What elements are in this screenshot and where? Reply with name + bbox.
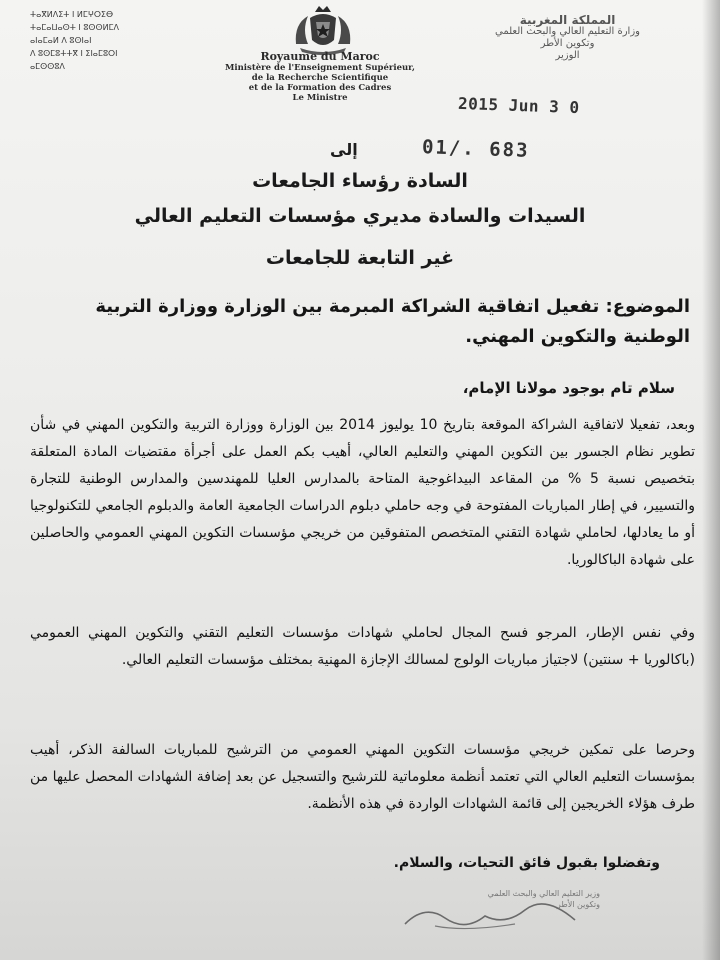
recipient-line: السادة رؤساء الجامعات: [252, 170, 468, 192]
ministry-line-fr: Le Ministre: [292, 93, 348, 103]
kingdom-name-ar: المملكة المغربية: [519, 13, 616, 27]
reference-number: 01/. 683: [421, 136, 530, 162]
tifinagh-line: ⴰⵏⴰⵎⴰⵍ ⴷ ⵓⵙⵏⴰⵏ: [30, 36, 92, 45]
ministry-line-fr: de la Recherche Scientifique: [251, 73, 389, 83]
closing-salutation: وتفضلوا بقبول فائق التحيات، والسلام.: [393, 855, 660, 871]
recipient-prefix: إلى: [330, 140, 358, 159]
tifinagh-line: ⴰⵎⵙⵙⵓⴷ: [30, 62, 65, 71]
french-letterhead: [205, 50, 435, 103]
subject-label: الموضوع:: [605, 296, 690, 317]
arabic-letterhead: [450, 14, 685, 62]
tifinagh-line: ⴷ ⵓⵙⵎⵓⵜⵜⴳ ⵏ ⵉⵏⴰⵎⵓⵔⵏ: [30, 49, 118, 58]
body-paragraph: وفي نفس الإطار، المرجو فسح المجال لحاملي شهادات مؤسسات التعليم التقني والتكوين المهني العمومي (باكالوريا + سنتين) لاجتياز مباريات الولوج لمسالك الإجازة المهنية بمختلف مؤسسات التعليم العالي.: [30, 625, 695, 668]
royal-emblem-icon: [288, 4, 358, 56]
ministry-line-ar: وتكوين الأطر: [540, 38, 595, 49]
date-stamp: 2015 Jun 3 0: [457, 93, 580, 118]
ministry-line-fr: Ministère de l'Enseignement Supérieur,: [224, 63, 416, 73]
signature-scribble-icon: [395, 896, 595, 936]
recipient-line: غير التابعة للجامعات: [265, 247, 455, 269]
ministry-line-ar: الوزير: [555, 50, 580, 61]
signature-title-line: وتكوين الأطر: [556, 900, 600, 909]
body-paragraph: وبعد، تفعيلا لاتفاقية الشراكة الموقعة بتاريخ 10 يوليوز 2014 بين الوزارة ووزارة التربية والتكوين المهني في شأن تطوير نظام الجسور بين التكوين المهني والتعليم العالي، أهيب بكم العمل على أجرأة مقتضيات المادة المتعلقة بتخصيص نسبة 5 % من المقاعد البيداغوجية المتاحة بالمدارس العليا للمهندسين والمدارس الوطنية للتجارة والتسيير، في إطار المباريات المفتوحة في وجه حاملي دبلوم الدراسات الجامعية العامة والدبلوم الجامعي للتكنولوجيا أو ما يعادلها، لحاملي شهادة التقني المتخصص المتفوقين من خريجي مؤسسات التكوين المهني العمومي والحاصلين على شهادة الباكالوريا.: [30, 417, 695, 568]
tifinagh-line: ⵜⴰⵎⴰⵡⴰⵙⵜ ⵏ ⵓⵙⵙⵍⵎⴷ: [30, 23, 120, 32]
recipient-line: السيدات والسادة مديري مؤسسات التعليم العالي: [134, 205, 586, 227]
ministry-line-ar: وزارة التعليم العالي والبحث العلمي: [495, 26, 640, 37]
kingdom-name-fr: Royaume du Maroc: [260, 50, 380, 63]
signature-title-line: وزير التعليم العالي والبحث العلمي: [487, 889, 600, 898]
tifinagh-line: ⵜⴰⴳⵍⴷⵉⵜ ⵏ ⵍⵎⵖⵔⵉⴱ: [30, 10, 114, 19]
subject: [40, 292, 690, 352]
tifinagh-header: [30, 8, 180, 73]
body-paragraph: وحرصا على تمكين خريجي مؤسسات التكوين المهني العمومي من الترشيح للمباريات السالفة الذكر، أهيب بمؤسسات التعليم العالي التي تعتمد أنظمة معلوماتية للترشيح والتسجيل عن بعد إضافة الشهادات المحصل عليها من طرف هؤلاء الخريجين إلى قائمة الشهادات الواردة في هذه الأنظمة.: [30, 742, 695, 812]
subject-text: تفعيل اتفاقية الشراكة المبرمة بين الوزارة ووزارة التربية الوطنية والتكوين المهني.: [95, 296, 690, 347]
ministry-line-fr: et de la Formation des Cadres: [248, 83, 392, 93]
greeting: سلام تام بوجود مولانا الإمام،: [462, 379, 675, 397]
